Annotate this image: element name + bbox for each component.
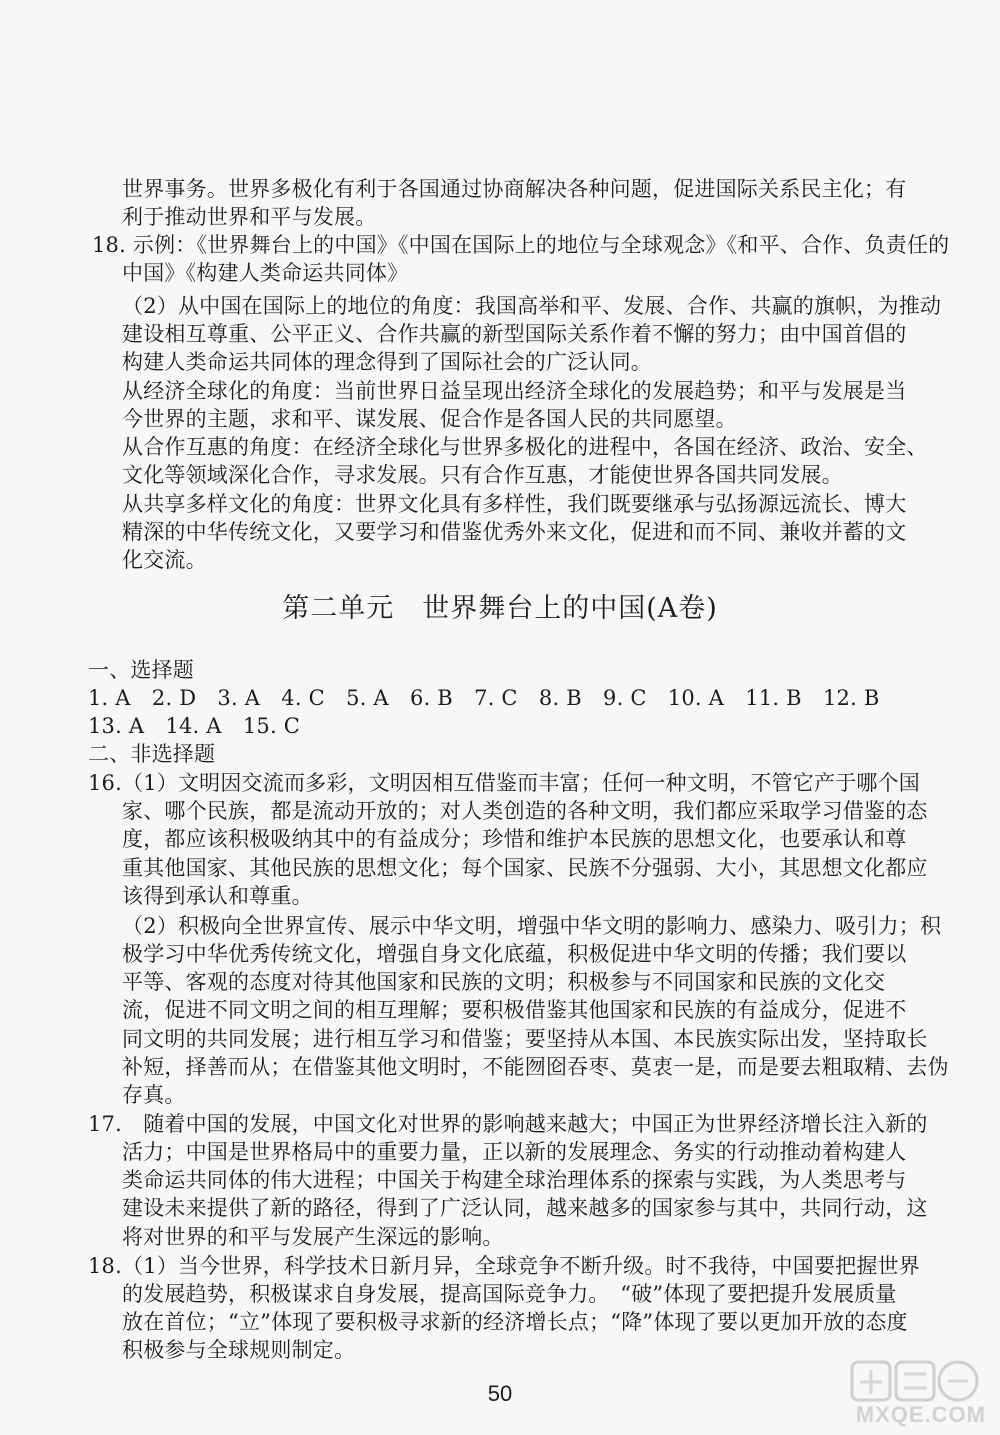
text-line: 将对世界的和平与发展产生深远的影响。 — [122, 1225, 504, 1249]
text-line: 重其他国家、其他民族的思想文化；每个国家、民族不分强弱、大小，其思想文化都应 — [122, 856, 928, 880]
text-line: 化交流。 — [122, 548, 207, 572]
text-line: （2）从中国在国际上的地位的角度：我国高举和平、发展、合作、共赢的旗帜，为推动 — [122, 294, 942, 318]
text-line: 存真。 — [122, 1083, 186, 1107]
text-line: 从共享多样文化的角度：世界文化具有多样性，我们既要继承与弘扬源远流长、博大 — [122, 492, 907, 516]
text-line: 放在首位；“立”体现了要积极寻求新的经济增长点；“降”体现了要以更加开放的态度 — [122, 1310, 908, 1334]
text-line: 二、非选择题 — [88, 742, 216, 766]
text-line: 家、哪个民族，都是流动开放的；对人类创造的各种文明，我们都应采取学习借鉴的态 — [122, 799, 928, 823]
text-line: 积极参与全球规则制定。 — [122, 1338, 356, 1362]
watermark — [786, 1358, 986, 1428]
text-line: 极学习中华优秀传统文化，增强自身文化底蕴，积极促进中华文明的传播；我们要以 — [122, 942, 907, 966]
watermark-url: MXQE.COM — [855, 1402, 986, 1427]
text-line: 一、选择题 — [88, 658, 194, 682]
text-line: 1. A 2. D 3. A 4. C 5. A 6. B 7. C 8. B 9. C 10. A 11. B 12. B — [88, 686, 880, 710]
text-line: 精深的中华传统文化，又要学习和借鉴优秀外来文化，促进和而不同、兼收并蓄的文 — [122, 520, 907, 544]
section-title: 第二单元 世界舞台上的中国(A卷) — [282, 593, 718, 624]
text-line: 世界事务。世界多极化有利于各国通过协商解决各种问题，促进国际关系民主化；有 — [122, 177, 907, 201]
text-line: 该得到承认和尊重。 — [122, 884, 313, 908]
text-line: 18.（1）当今世界，科学技术日新月异，全球竞争不断升级。时不我待，中国要把握世界 — [88, 1254, 920, 1278]
text-line: 建设相互尊重、公平正义、合作共赢的新型国际关系作着不懈的努力；由中国首倡的 — [122, 322, 907, 346]
text-line: 活力；中国是世界格局中的重要力量，正以新的发展理念、务实的行动推动着构建人 — [122, 1140, 907, 1164]
text-line: （2）积极向全世界宣传、展示中华文明，增强中华文明的影响力、感染力、吸引力；积 — [122, 914, 942, 938]
text-line: 建设未来提供了新的路径，得到了广泛认同，越来越多的国家参与其中，共同行动，这 — [122, 1196, 928, 1220]
text-line: 类命运共同体的伟大进程；中国关于构建全球治理体系的探索与实践，为人类思考与 — [122, 1168, 907, 1192]
text-line: 的发展趋势，积极谋求自身发展，提高国际竞争力。 “破”体现了要把提升发展质量 — [122, 1282, 897, 1306]
text-line: 文化等领域深化合作，寻求发展。只有合作互惠，才能使世界各国共同发展。 — [122, 463, 843, 487]
text-line: 平等、客观的态度对待其他国家和民族的文明；积极参与不同国家和民族的文化交 — [122, 970, 886, 994]
text-line: 从合作互惠的角度：在经济全球化与世界多极化的进程中，各国在经济、政治、安全、 — [122, 435, 928, 459]
text-line: 13. A 14. A 15. C — [88, 714, 301, 738]
text-line: 流，促进不同文明之间的相互理解；要积极借鉴其他国家和民族的有益成分，促进不 — [122, 998, 907, 1022]
text-line: 中国》《构建人类命运共同体》 — [122, 261, 409, 285]
text-line: 从经济全球化的角度：当前世界日益呈现出经济全球化的发展趋势；和平与发展是当 — [122, 379, 907, 403]
text-line: 18. 示例：《世界舞台上的中国》《中国在国际上的地位与全球观念》《和平、合作、负责任的 — [92, 233, 950, 257]
text-line: 补短，择善而从；在借鉴其他文明时，不能囫囵吞枣、莫衷一是，而是要去粗取精、去伪 — [122, 1055, 949, 1079]
page-number: 50 — [487, 1381, 513, 1406]
watermark-logo-icon — [850, 1358, 980, 1408]
text-line: 今世界的主题，求和平、谋发展、促合作是各国人民的共同愿望。 — [122, 407, 737, 431]
text-line: 度，都应该积极吸纳其中的有益成分；珍惜和维护本民族的思想文化，也要承认和尊 — [122, 827, 907, 851]
text-line: 构建人类命运共同体的理念得到了国际社会的广泛认同。 — [122, 350, 652, 374]
text-line: 17. 随着中国的发展，中国文化对世界的影响越来越大；中国正为世界经济增长注入新的 — [88, 1112, 928, 1136]
text-line: 16.（1）文明因交流而多彩，文明因相互借鉴而丰富；任何一种文明，不管它产于哪个国 — [88, 771, 920, 795]
text-line: 利于推动世界和平与发展。 — [122, 205, 377, 229]
text-line: 同文明的共同发展；进行相互学习和借鉴；要坚持从本国、本民族实际出发，坚持取长 — [122, 1027, 928, 1051]
